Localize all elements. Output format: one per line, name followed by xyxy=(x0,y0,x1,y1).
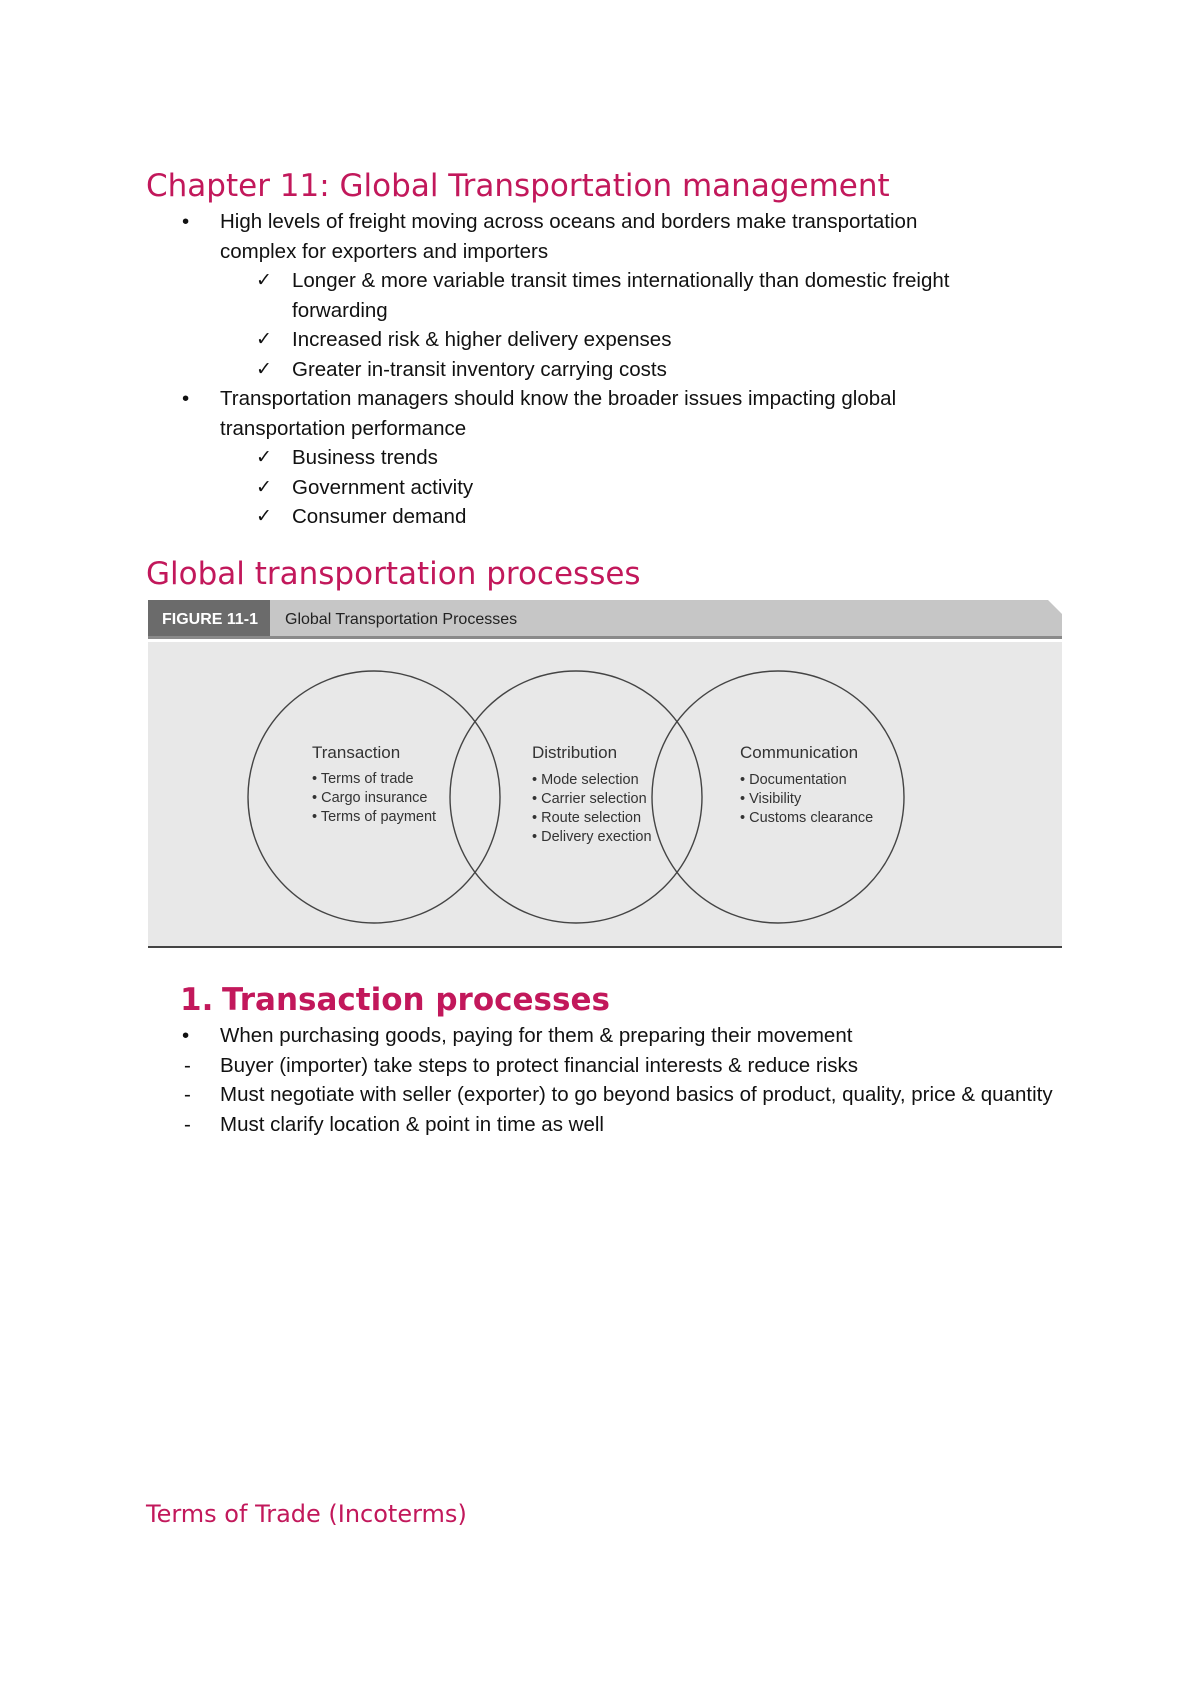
circle-item: • Carrier selection xyxy=(532,791,647,807)
list-item: ✓ Government activity xyxy=(0,473,1032,503)
figure-label: FIGURE 11-1 xyxy=(162,611,259,628)
list-item: ✓ Greater in-transit inventory carrying costs xyxy=(0,355,1032,385)
list-item: ✓ Longer & more variable transit times internationally than domestic freight forwarding xyxy=(0,266,1032,325)
checkmark-icon: ✓ xyxy=(256,506,272,527)
list-item: - Must negotiate with seller (exporter) to go beyond basics of product, quality, price & quantity xyxy=(0,1080,1060,1110)
figure-title: Global Transportation Processes xyxy=(285,611,518,628)
circle-title-transaction: Transaction xyxy=(312,743,401,762)
incoterms-heading: Terms of Trade (Incoterms) xyxy=(146,1500,467,1528)
dash-icon: - xyxy=(184,1083,191,1106)
checkmark-icon: ✓ xyxy=(256,329,272,350)
checkmark-icon: ✓ xyxy=(256,476,272,498)
figure-global-transportation-processes xyxy=(148,600,1062,960)
circle-item: • Customs clearance xyxy=(740,810,874,826)
circle-item: • Delivery exection xyxy=(532,829,652,845)
list-item: - Buyer (importer) take steps to protect financial interests & reduce risks xyxy=(0,1051,1060,1081)
circle-item: • Terms of trade xyxy=(312,771,414,787)
circle-item: • Mode selection xyxy=(532,772,639,788)
heading-number: 1. xyxy=(180,982,214,1018)
circle-item: • Cargo insurance xyxy=(312,790,428,806)
circle-title-communication: Communication xyxy=(740,743,859,762)
circle-item: • Terms of payment xyxy=(312,809,437,825)
list-item: ✓ Consumer demand xyxy=(0,502,1032,532)
circle-item: • Visibility xyxy=(740,791,802,807)
list-item: ✓ Increased risk & higher delivery expenses xyxy=(0,325,1032,355)
list-item: • When purchasing goods, paying for them & preparing their movement xyxy=(0,1021,990,1051)
bullet-icon: • xyxy=(182,1024,190,1047)
chapter-heading: Chapter 11: Global Transportation management xyxy=(146,168,890,204)
heading-text: Transaction processes xyxy=(222,982,610,1018)
list-item: - Must clarify location & point in time as well xyxy=(0,1110,1060,1140)
transaction-heading xyxy=(180,982,610,1018)
checkmark-icon: ✓ xyxy=(256,447,272,468)
bullet-icon: • xyxy=(182,387,190,410)
section-heading: Global transportation processes xyxy=(146,556,641,592)
checkmark-icon: ✓ xyxy=(256,358,272,380)
list-item: • High levels of freight moving across oceans and borders make transportation complex for exporters and importers xyxy=(0,207,990,266)
list-item: ✓ Business trends xyxy=(0,443,1032,473)
figure-bottom-rule xyxy=(148,946,1062,948)
circle-title-distribution: Distribution xyxy=(532,743,618,762)
circle-item: • Route selection xyxy=(532,810,642,826)
dash-icon: - xyxy=(184,1053,191,1077)
dash-icon: - xyxy=(184,1112,191,1136)
list-item: • Transportation managers should know the broader issues impacting global transportation performance xyxy=(0,384,990,443)
figure-header-rule xyxy=(148,636,1062,639)
checkmark-icon: ✓ xyxy=(256,270,272,291)
intro-list xyxy=(0,207,1032,532)
bullet-icon: • xyxy=(182,210,190,233)
transaction-list xyxy=(0,1021,1060,1139)
circle-item: • Documentation xyxy=(740,772,847,788)
